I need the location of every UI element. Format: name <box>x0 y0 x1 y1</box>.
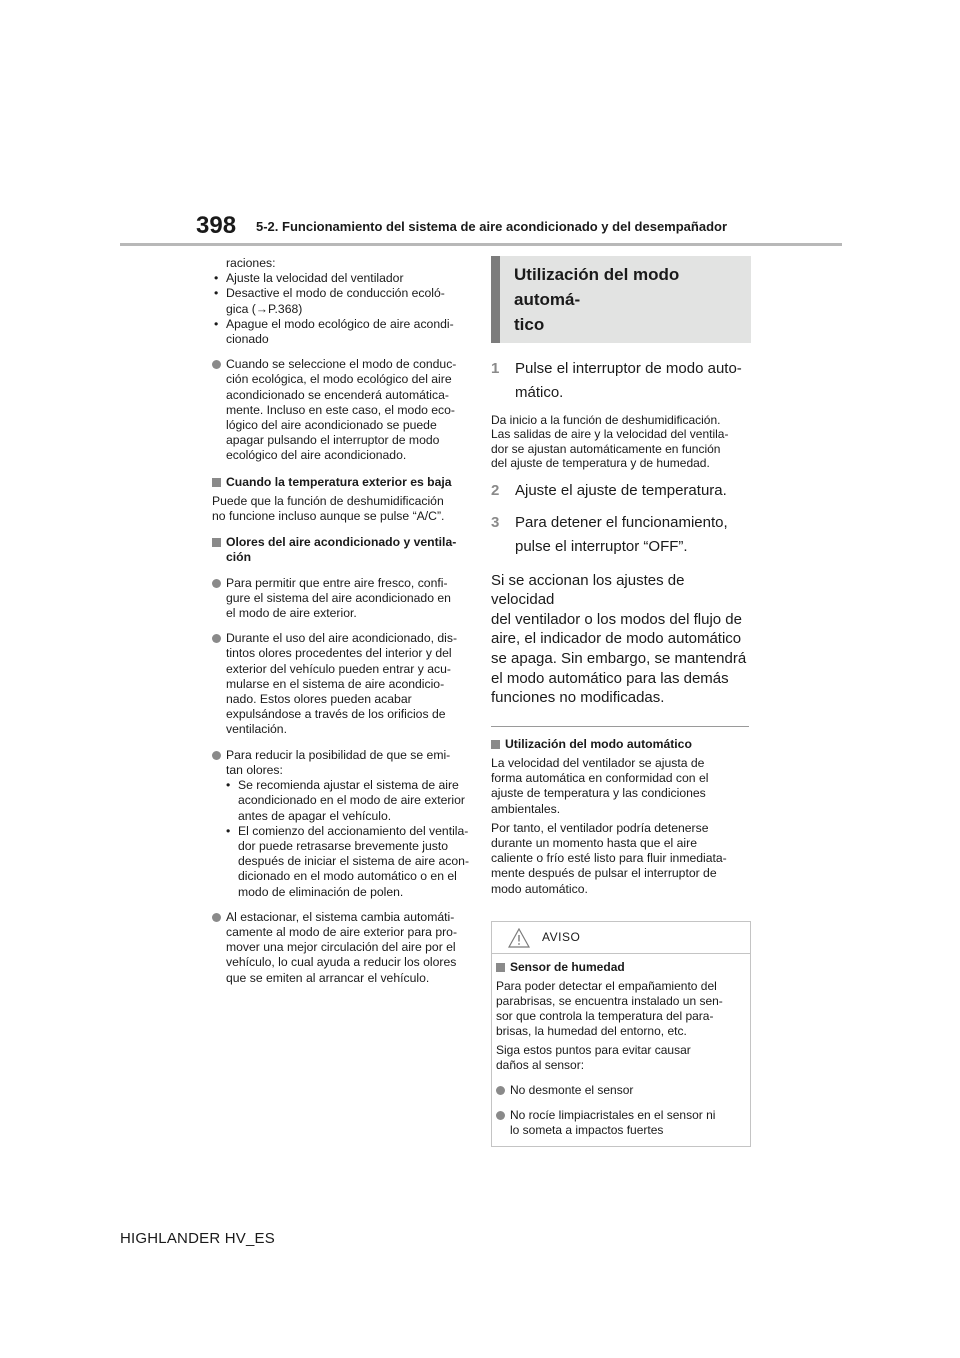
continued-text: raciones: <box>226 256 276 270</box>
paragraph-sensor-care: Siga estos puntos para evitar causar daños al sensor: <box>496 1042 691 1072</box>
heading-humidity-sensor: Sensor de humedad <box>496 960 744 975</box>
bullet-dot-icon <box>212 913 221 922</box>
square-bullet-icon <box>212 478 221 487</box>
heading-odors: Olores del aire acondicionado y ventila- ción <box>212 535 470 565</box>
list-item: • Ajuste la velocidad del ventilador <box>212 271 470 286</box>
step-number: 3 <box>491 513 500 531</box>
bullet-no-spray: No rocíe limpiacristales en el sensor ni lo someta a impactos fuertes <box>496 1108 744 1138</box>
bullet-reduce-odors: Para reducir la posibilidad de que se emi- tan olores: • Se recomienda ajustar el sistema de aire acondicionado en el modo de aire exterior antes de apagar el vehículo. • El comienzo del accionamiento del ventila- dor puede retrasarse brevemente justo después de iniciar el sistema de aire acon- dicionado en el modo automático o en el modo de eliminación de polen. <box>212 748 470 900</box>
paragraph-auto-fan: La velocidad del ventilador se ajusta de forma automática en conformidad con el ajuste de temperatura y las condiciones ambientales. <box>491 755 709 816</box>
step-number: 1 <box>491 360 500 377</box>
square-bullet-icon <box>496 963 505 972</box>
notice-box <box>491 921 751 1147</box>
bullet-odors-during-use: Durante el uso del aire acondicionado, dis- tintos olores procedentes del interior y del exterior del vehículo pueden entrar y acu- mularse en el sistema de aire acondicio- nado. Estos olores pueden acabar expulsándose a través de los orificios de ventilación. <box>212 631 470 737</box>
bullet-dot-icon <box>212 360 221 369</box>
bullet-dot-icon <box>212 751 221 760</box>
notice-body <box>492 954 750 1138</box>
step-2: 2 Ajuste el ajuste de temperatura. <box>491 479 751 503</box>
list-item: • Apague el modo ecológico de aire acondi- cionado <box>212 317 470 347</box>
list-item: • Desactive el modo de conducción ecoló- gica (→P.368) <box>212 286 470 316</box>
divider <box>491 726 749 727</box>
bullet-dot-icon <box>212 634 221 643</box>
step-number: 2 <box>491 481 500 499</box>
bullet-dot-icon <box>496 1086 505 1095</box>
paragraph-low-temperature: Puede que la función de deshumidificación no funcione incluso aunque se pulse “A/C”. <box>212 493 445 524</box>
bullet-no-disassemble: No desmonte el sensor <box>496 1083 744 1098</box>
right-column <box>491 256 751 1147</box>
paragraph-auto-stop: Por tanto, el ventilador podría detenerse durante un momento hasta que el aire caliente o frío esté listo para fluir inmediata- mente después de pulsar el interruptor de modo automático. <box>491 820 727 896</box>
bullet-fresh-air: Para permitir que entre aire fresco, confi- gure el sistema del aire acondicionado en el modo de aire exterior. <box>212 576 470 622</box>
header-rule <box>120 243 842 246</box>
footer-model: HIGHLANDER HV_ES <box>120 1230 275 1247</box>
section-heading-auto-mode: Utilización del modo automá- tico <box>491 256 751 343</box>
section-title: 5-2. Funcionamiento del sistema de aire acondicionado y del desempañador <box>256 219 728 234</box>
list-item: • Se recomienda ajustar el sistema de aire acondicionado en el modo de aire exterior antes de apagar el vehículo. <box>226 778 470 824</box>
warning-triangle-icon <box>508 928 530 952</box>
step-1: 1 Pulse el interruptor de modo auto- mático. <box>491 357 751 405</box>
notice-label: AVISO <box>542 929 581 944</box>
step-3: 3 Para detener el funcionamiento, pulse el interruptor “OFF”. <box>491 511 751 559</box>
bullet-dot-icon <box>212 579 221 588</box>
left-column <box>212 256 470 986</box>
square-bullet-icon <box>212 538 221 547</box>
notice-header <box>492 922 750 954</box>
page-number: 398 <box>196 212 237 239</box>
step-1-description: Da inicio a la función de deshumidificación. Las salidas de aire y la velocidad del ventila- dor se ajustan automáticamente en función del ajuste de temperatura y de humedad. <box>491 413 729 471</box>
list-item: • El comienzo del accionamiento del ventila- dor puede retrasarse brevemente justo después de iniciar el sistema de aire acon- dicionado en el modo automático o en el modo de eliminación de polen. <box>226 824 470 900</box>
bullet-dot-icon <box>496 1111 505 1120</box>
bullet-parking: Al estacionar, el sistema cambia automáti- camente al modo de aire exterior para pro- mover una mejor circulación del aire por el vehículo, lo cual ayuda a reducir los olores que se emiten al arrancar el vehículo. <box>212 910 470 986</box>
heading-auto-mode-usage: Utilización del modo automático <box>491 737 751 752</box>
heading-low-temperature: Cuando la temperatura exterior es baja <box>212 475 470 490</box>
bullet-eco-mode: Cuando se seleccione el modo de conduc- ción ecológica, el modo ecológico del aire acondicionado se encenderá automática- mente. Incluso en este caso, el modo eco- lógico del aire acondicionado se puede apagar pulsando el interruptor de modo ecológico del aire acondicionado. <box>212 357 470 463</box>
paragraph-humidity-sensor: Para poder detectar el empañamiento del parabrisas, se encuentra instalado un sen- sor que controla la temperatura del para- brisas, la humedad del entorno, etc. <box>496 978 723 1038</box>
square-bullet-icon <box>491 740 500 749</box>
auto-mode-note: Si se accionan los ajustes de velocidad del ventilador o los modos del flujo de aire, el indicador de modo automático se apaga. Sin embargo, se mantendrá el modo automático para las demás funciones no modificadas. <box>491 571 747 707</box>
